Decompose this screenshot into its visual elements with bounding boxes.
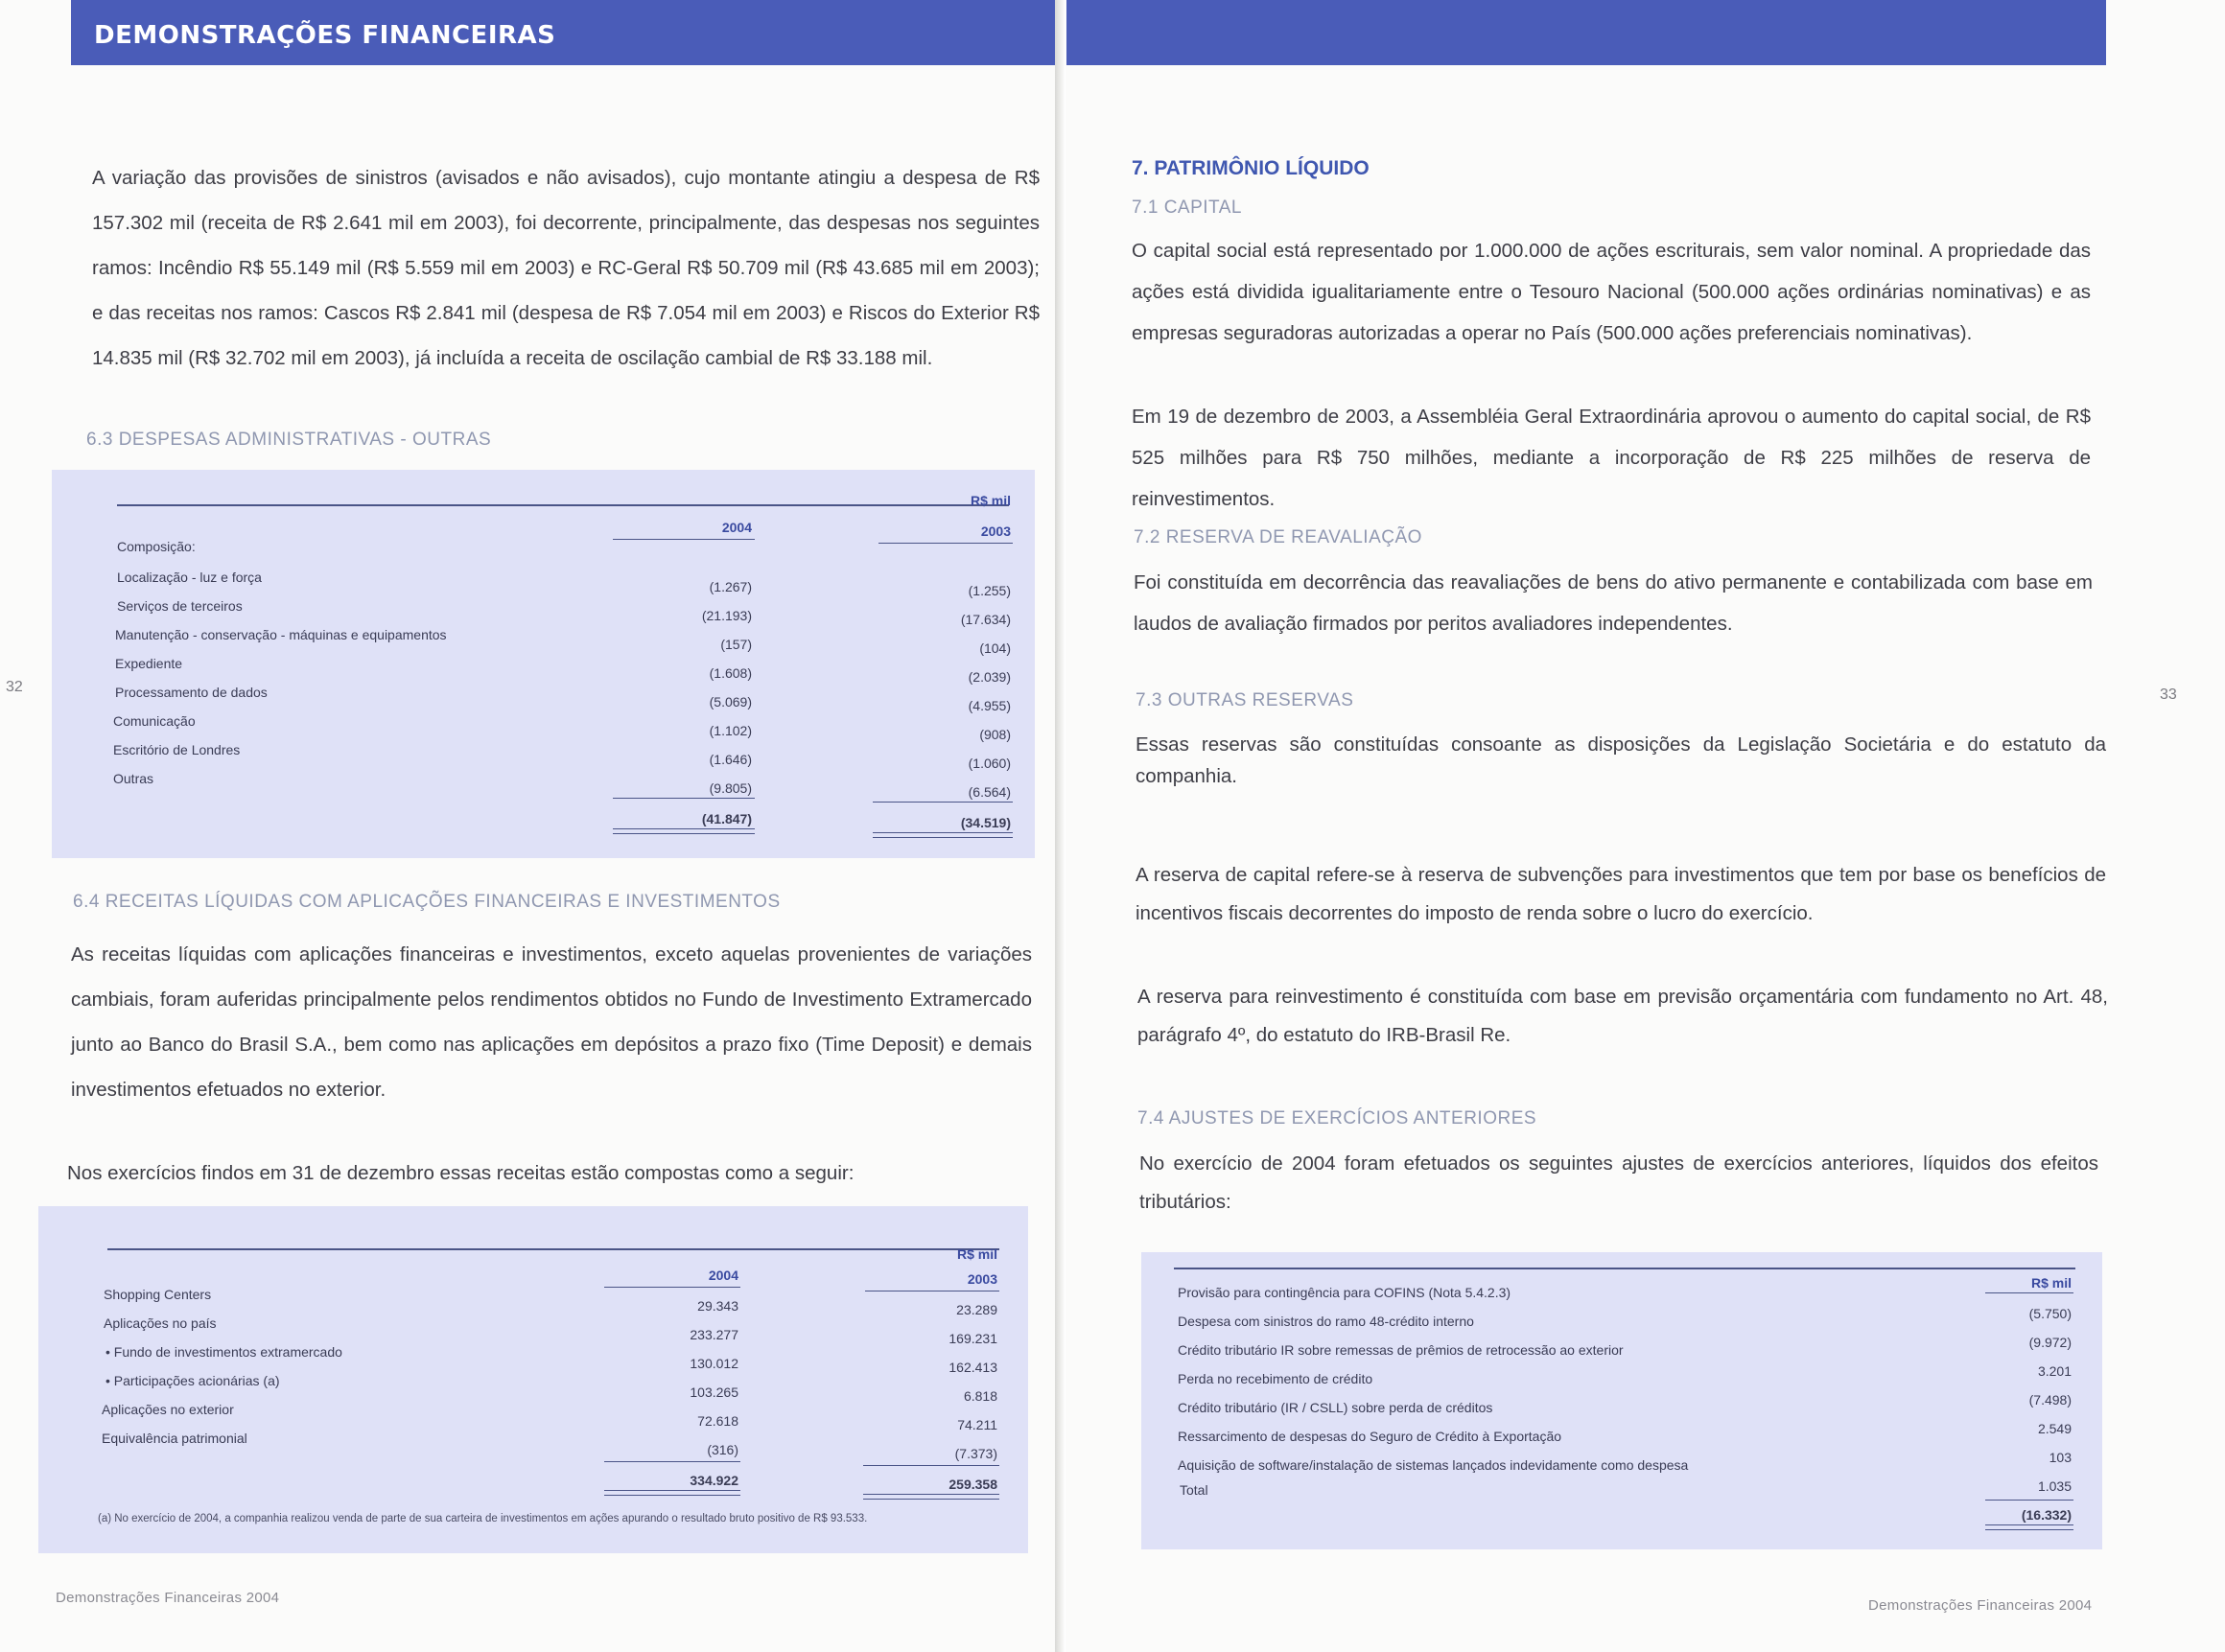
total-double-rule	[863, 1494, 999, 1500]
reserva-capital-paragraph: A reserva de capital refere-se à reserva de subvenções para investimentos que tem por base os benefícios de incentivos fiscais decorrentes do imposto de renda sobre o lucro do exercício.	[1136, 864, 2106, 924]
page-number-right: 33	[2160, 686, 2177, 703]
table-row-label: Provisão para contingência para COFINS (Nota 5.4.2.3)	[1178, 1285, 1511, 1300]
col-2004-header: 2004	[721, 520, 752, 535]
table-cell: (908)	[979, 727, 1011, 742]
table-row-label: Crédito tributário IR sobre remessas de prêmios de retrocessão ao exterior	[1178, 1342, 1624, 1358]
table-top-rule	[107, 1248, 999, 1250]
table-row-label: Processamento de dados	[115, 685, 268, 700]
receitas-table	[38, 1206, 1028, 1553]
footer-left: Demonstrações Financeiras 2004	[56, 1590, 280, 1606]
table-row-label: Ressarcimento de despesas do Seguro de Crédito à Exportação	[1178, 1429, 1562, 1444]
total-2003: (34.519)	[960, 815, 1011, 830]
table-row-label: Despesa com sinistros do ramo 48-crédito interno	[1178, 1314, 1474, 1329]
section-6-4-title: 6.4 RECEITAS LÍQUIDAS COM APLICAÇÕES FINANCEIRAS E INVESTIMENTOS	[73, 892, 781, 912]
unit-label: R$ mil	[2030, 1275, 2072, 1291]
table-row-label: Perda no recebimento de crédito	[1178, 1371, 1373, 1386]
table-cell: (9.972)	[2028, 1335, 2072, 1350]
capital-paragraph: O capital social está representado por 1.000.000 de ações escriturais, sem valor nominal. A propriedade das ações está dividida igualitariamente entre o Tesouro Nacional (500.000 ações ordinárias nominativas) e as empresas seguradoras autorizadas a operar no País (500.000 ações preferenciais nominativas).	[1132, 240, 2091, 344]
subtotal-rule	[613, 798, 755, 799]
col-2003-header: 2003	[967, 1271, 997, 1287]
total-2004: (41.847)	[701, 811, 752, 826]
footer-right: Demonstrações Financeiras 2004	[1868, 1597, 2093, 1614]
table-cell: 2.549	[2037, 1421, 2072, 1436]
table-cell: (7.373)	[954, 1446, 997, 1461]
section-7-1-title: 7.1 CAPITAL	[1132, 198, 1242, 218]
col-2004-header: 2004	[708, 1268, 738, 1283]
subtotal-rule	[863, 1465, 999, 1466]
col-2003-header: 2003	[980, 524, 1011, 539]
footnote: (a) No exercício de 2004, a companhia realizou venda de parte de sua carteira de investimentos em ações apurando o resultado bruto positivo de R$ 93.533.	[98, 1513, 868, 1524]
table-cell: (316)	[707, 1442, 738, 1457]
reavaliacao-paragraph: Foi constituída em decorrência das reavaliações de bens do ativo permanente e contabilizada com base em laudos de avaliação firmados por peritos avaliadores independentes.	[1134, 571, 2093, 635]
section-7-4-title: 7.4 AJUSTES DE EXERCÍCIOS ANTERIORES	[1137, 1108, 1537, 1128]
table-cell: 103	[2049, 1450, 2072, 1465]
table-cell: 162.413	[949, 1360, 997, 1375]
provisoes-paragraph: A variação das provisões de sinistros (avisados e não avisados), cujo montante atingiu a despesa de R$ 157.302 mil (receita de R$ 2.641 mil em 2003), foi decorrente, principalmente, das despesas nos seguintes ramos: Incêndio R$ 55.149 mil (R$ 5.559 mil em 2003) e RC-Geral R$ 50.709 mil (R$ 43.685 mil em 2003); e das receitas nos ramos: Cascos R$ 2.841 mil (despesa de R$ 7.054 mil em 2003) e Riscos do Exterior R$ 14.835 mil (R$ 32.702 mil em 2003), já incluída a receita de oscilação cambial de R$ 33.188 mil.	[92, 167, 1040, 369]
table-cell: 103.265	[690, 1384, 738, 1400]
table-cell: 23.289	[956, 1302, 997, 1317]
table-cell: 233.277	[690, 1327, 738, 1342]
table-row-label: Equivalência patrimonial	[102, 1431, 247, 1446]
table-cell: (104)	[979, 640, 1011, 656]
table-row-label: Outras	[113, 771, 154, 786]
unit-label: R$ mil	[970, 493, 1011, 508]
table-cell: 74.211	[957, 1417, 997, 1432]
table-cell: 6.818	[963, 1388, 997, 1404]
table-cell: (17.634)	[960, 612, 1011, 627]
unit-label: R$ mil	[956, 1246, 997, 1262]
table-cell: (7.498)	[2028, 1392, 2072, 1408]
table-row-label: Expediente	[115, 656, 183, 671]
table-row-label: Escritório de Londres	[113, 742, 241, 757]
despesas-table	[52, 470, 1035, 858]
header-bar	[71, 0, 1060, 65]
col-2004-rule	[613, 539, 755, 540]
total-double-rule	[1985, 1524, 2073, 1530]
header-title: DEMONSTRAÇÕES FINANCEIRAS	[94, 21, 556, 50]
table-row-label: Localização - luz e força	[117, 570, 262, 585]
table-cell: (6.564)	[968, 784, 1011, 800]
total-label: Total	[1180, 1482, 1208, 1498]
total-double-rule	[613, 828, 755, 834]
table-row-label: Aplicações no exterior	[102, 1402, 234, 1417]
table-row-label: • Participações acionárias (a)	[105, 1373, 280, 1388]
section-7-2-title: 7.2 RESERVA DE REAVALIAÇÃO	[1134, 527, 1422, 547]
table-row-label: Aplicações no país	[104, 1315, 217, 1331]
ajustes-total: (16.332)	[2021, 1507, 2072, 1523]
subtotal-rule	[873, 802, 1013, 803]
table-cell: (21.193)	[701, 608, 752, 623]
subtotal-rule	[604, 1461, 740, 1462]
table-top-rule	[117, 504, 1009, 506]
ajustes-paragraph: No exercício de 2004 foram efetuados os seguintes ajustes de exercícios anteriores, líquidos dos efeitos tributários:	[1139, 1152, 2098, 1213]
table-cell: (1.646)	[709, 752, 752, 767]
left-page	[0, 0, 1060, 1652]
table-row-label: • Fundo de investimentos extramercado	[105, 1344, 342, 1360]
table-row-label: Comunicação	[113, 713, 196, 729]
table-cell: (1.102)	[709, 723, 752, 738]
table-cell: (5.069)	[709, 694, 752, 710]
capital-increase-paragraph: Em 19 de dezembro de 2003, a Assembléia Geral Extraordinária aprovou o aumento do capital social, de R$ 525 milhões para R$ 750 milhões, mediante a incorporação de R$ 225 milhões de reserva de reinvestimentos.	[1132, 406, 2091, 510]
ajustes-table	[1141, 1252, 2102, 1549]
table-row-label: Crédito tributário (IR / CSLL) sobre perda de créditos	[1178, 1400, 1493, 1415]
receitas-paragraph: As receitas líquidas com aplicações financeiras e investimentos, exceto aquelas provenientes de variações cambiais, foram auferidas principalmente pelos rendimentos obtidos no Fundo de Investimento Extramercado junto ao Banco do Brasil S.A., bem como nas aplicações em depósitos a prazo fixo (Time Deposit) e demais investimentos efetuados no exterior.	[71, 943, 1032, 1101]
right-page	[1066, 0, 2225, 1652]
table-cell: 130.012	[690, 1356, 738, 1371]
table-cell: 169.231	[949, 1331, 997, 1346]
total-double-rule	[604, 1490, 740, 1496]
table-cell: (1.267)	[709, 579, 752, 594]
header-bar-right	[1066, 0, 2106, 65]
table-cell: (157)	[720, 637, 752, 652]
table-cell: 3.201	[2037, 1363, 2072, 1379]
section-7-title: 7. PATRIMÔNIO LÍQUIDO	[1132, 157, 1370, 179]
table-cell: 72.618	[697, 1413, 738, 1429]
table-row-label: Serviços de terceiros	[117, 598, 243, 614]
table-cell: (4.955)	[968, 698, 1011, 713]
section-7-3-title: 7.3 OUTRAS RESERVAS	[1136, 690, 1354, 710]
table-row-label: Shopping Centers	[104, 1287, 212, 1302]
table-row-label: Manutenção - conservação - máquinas e equipamentos	[115, 627, 447, 642]
table-cell: (2.039)	[968, 669, 1011, 685]
table-cell: (1.060)	[968, 756, 1011, 771]
table-row-label: Aquisição de software/instalação de sistemas lançados indevidamente como despesa	[1178, 1457, 1689, 1473]
subtotal-rule	[1985, 1500, 2073, 1501]
table-cell: 29.343	[697, 1298, 738, 1314]
table-cell: 1.035	[2037, 1478, 2072, 1494]
outras-reservas-paragraph: Essas reservas são constituídas consoante as disposições da Legislação Societária e do estatuto da companhia.	[1136, 733, 2106, 787]
reserva-reinvestimento-paragraph: A reserva para reinvestimento é constituída com base em previsão orçamentária com fundamento no Art. 48, parágrafo 4º, do estatuto do IRB-Brasil Re.	[1137, 986, 2108, 1046]
unit-rule	[1985, 1292, 2073, 1293]
col-2003-rule	[878, 543, 1013, 544]
table-top-rule	[1174, 1268, 2075, 1269]
receitas-intro: Nos exercícios findos em 31 de dezembro essas receitas estão compostas como a seguir:	[67, 1162, 855, 1184]
table-cell: (1.255)	[968, 583, 1011, 598]
total-double-rule	[873, 832, 1013, 838]
table-cell: (9.805)	[709, 780, 752, 796]
group-label: Composição:	[117, 539, 196, 554]
section-6-3-title: 6.3 DESPESAS ADMINISTRATIVAS - OUTRAS	[86, 430, 492, 450]
page-number-left: 32	[6, 679, 23, 695]
total-2003: 259.358	[949, 1477, 997, 1492]
table-cell: (1.608)	[709, 665, 752, 681]
col-2004-rule	[604, 1287, 740, 1288]
table-cell: (5.750)	[2028, 1306, 2072, 1321]
total-2004: 334.922	[690, 1473, 738, 1488]
